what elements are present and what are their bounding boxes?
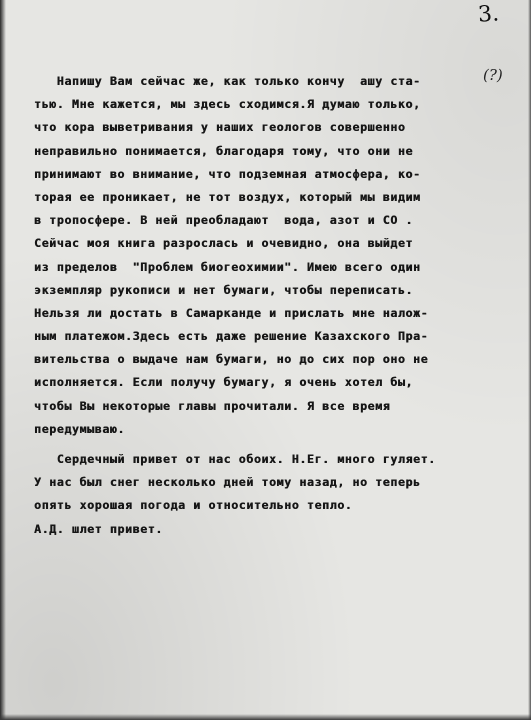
text-line: чтобы Вы некоторые главы прочитали. Я все время xyxy=(34,398,391,413)
page-shadow-left xyxy=(0,0,6,720)
typed-letter-body xyxy=(34,70,504,541)
text-line: исполняется. Если получу бумагу, я очень хотел бы, xyxy=(34,375,414,390)
handwritten-margin-mark: (?) xyxy=(483,66,503,84)
text-line: что кора выветривания у наших геологов совершенно xyxy=(34,120,406,135)
text-line: Сердечный привет от нас обоих. Н.Ег. много гуляет. xyxy=(34,452,436,466)
text-line: принимают во внимание, что подземная атмосфера, ко- xyxy=(34,166,421,181)
text-line: из пределов "Проблем биогеохимии". Имею всего один xyxy=(34,259,421,274)
page-number: 3. xyxy=(477,1,500,28)
text-line: Нельзя ли достать в Самарканде и прислать мне налож- xyxy=(34,305,429,320)
text-line: неправильно понимается, благодаря тому, что они не xyxy=(34,143,414,158)
text-line: тью. Мне кажется, мы здесь сходимся.Я думаю только, xyxy=(34,97,421,112)
text-line: в тропосфере. В ней преобладают вода, азот и СО . xyxy=(34,213,414,228)
text-line: ным платежом.Здесь есть даже решение Казахского Пра- xyxy=(34,329,429,344)
text-line: У нас был снег несколько дней тому назад, но теперь xyxy=(34,475,421,490)
paragraph-gap xyxy=(34,441,504,448)
text-line: Сейчас моя книга разрослась и очевидно, она выйдет xyxy=(34,236,414,251)
text-line: Напишу Вам сейчас же, как только кончу ашу ста- xyxy=(34,74,421,88)
text-line: вительства о выдаче нам бумаги, но до сих пор оно не xyxy=(34,352,429,367)
text-line: передумываю. xyxy=(34,421,125,436)
text-line: торая ее проникает, не тот воздух, который мы видим xyxy=(34,189,421,204)
text-line: А.Д. шлет привет. xyxy=(34,521,163,536)
page-shadow-bottom xyxy=(0,714,531,720)
text-line: экземпляр рукописи и нет бумаги, чтобы переписать. xyxy=(34,282,414,297)
text-line: опять хорошая погода и относительно тепло. xyxy=(34,498,353,513)
